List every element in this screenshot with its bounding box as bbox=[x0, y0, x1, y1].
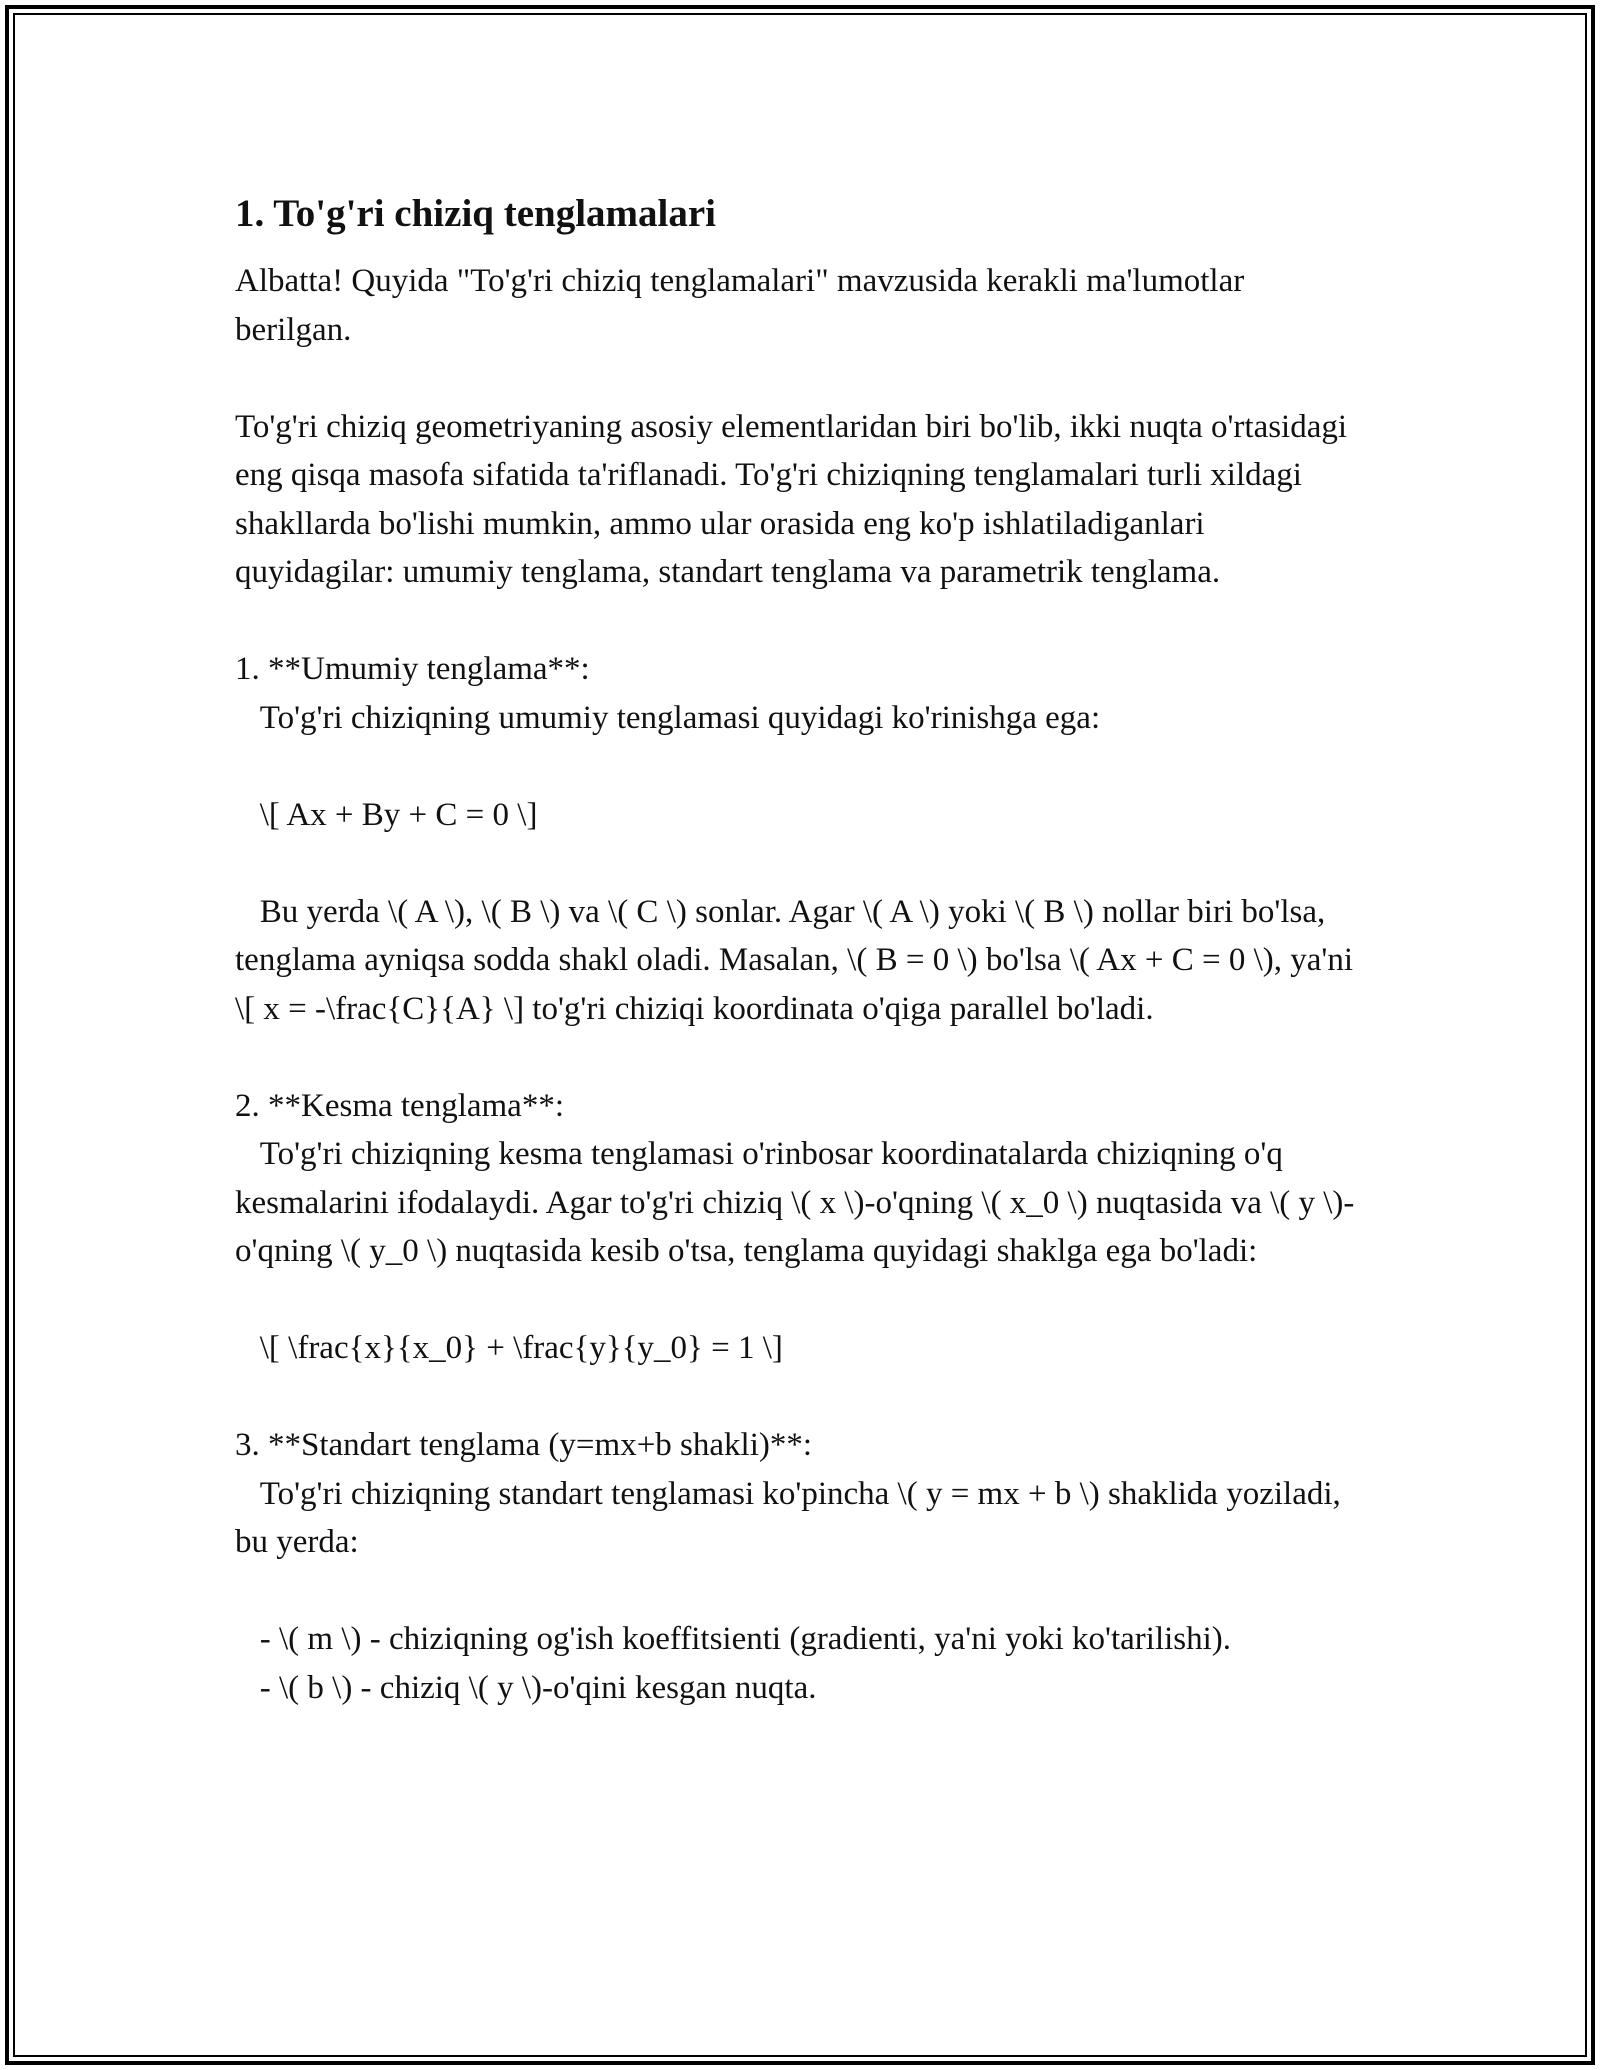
section-text-general: Bu yerda \( A \), \( B \) va \( C \) sonlar. Agar \( A \) yoki \( B \) nollar biri bo'lsa, tenglama ayniqsa sodda shakl oladi. Masalan, \( B = 0 \) bo'lsa \( Ax + C = 0 \), ya'ni \[ x = -\frac{C}{A} \] to'g'ri chiziqi koordinata o'qiga parallel bo'ladi. bbox=[235, 893, 1362, 1027]
bullet-slope: - \( m \) - chiziqning og'ish koeffitsienti (gradienti, ya'ni yoki ko'tarilishi). bbox=[235, 1621, 1232, 1657]
spacer bbox=[235, 1276, 1365, 1325]
spacer bbox=[235, 839, 1365, 888]
spacer bbox=[235, 1373, 1365, 1422]
page-title: 1. To'g'ri chiziq tenglamalari bbox=[235, 192, 717, 235]
formula-intercept: \[ \frac{x}{x_0} + \frac{y}{y_0} = 1 \] bbox=[235, 1330, 783, 1366]
spacer bbox=[235, 742, 1365, 791]
document-body bbox=[235, 188, 1365, 1712]
section-intro-standard: To'g'ri chiziqning standart tenglamasi ko'pincha \( y = mx + b \) shaklida yoziladi, bu yerda: bbox=[235, 1475, 1350, 1560]
section-intro-general: To'g'ri chiziqning umumiy tenglamasi quyidagi ko'rinishga ega: bbox=[235, 699, 1101, 736]
definition-paragraph: To'g'ri chiziq geometriyaning asosiy elementlaridan biri bo'lib, ikki nuqta o'rtasidagi eng qisqa masofa sifatida ta'riflanadi. To'g'ri chiziqning tenglamalari turli xildagi shakllarda bo'lishi mumkin, ammo ular orasida eng ko'p ishlatiladiganlari quyidagilar: umumiy tenglama, standart tenglama va parametrik tenglama. bbox=[235, 408, 1356, 590]
section-heading-standard: 3. **Standart tenglama (y=mx+b shakli)**: bbox=[235, 1427, 813, 1463]
section-intro-intercept: To'g'ri chiziqning kesma tenglamasi o'rinbosar koordinatalarda chiziqning o'q kesmalarini ifodalaydi. Agar to'g'ri chiziq \( x \)-o'qning \( x_0 \) nuqtasida va \( y \)-o'qning \( y_0 \) nuqtasida kesib o'tsa, tenglama quyidagi shaklga ega bo'ladi: bbox=[235, 1136, 1355, 1269]
section-heading-general: 1. **Umumiy tenglama**: bbox=[235, 651, 590, 687]
bullet-intercept: - \( b \) - chiziq \( y \)-o'qini kesgan nuqta. bbox=[235, 1669, 817, 1706]
section-heading-intercept: 2. **Kesma tenglama**: bbox=[235, 1087, 565, 1124]
intro-paragraph: Albatta! Quyida "To'g'ri chiziq tenglamalari" mavzusida kerakli ma'lumotlar berilgan. bbox=[235, 263, 1253, 348]
spacer bbox=[235, 597, 1365, 646]
spacer bbox=[235, 1567, 1365, 1616]
spacer bbox=[235, 354, 1365, 403]
spacer bbox=[235, 1033, 1365, 1082]
formula-general: \[ Ax + By + C = 0 \] bbox=[235, 796, 538, 833]
